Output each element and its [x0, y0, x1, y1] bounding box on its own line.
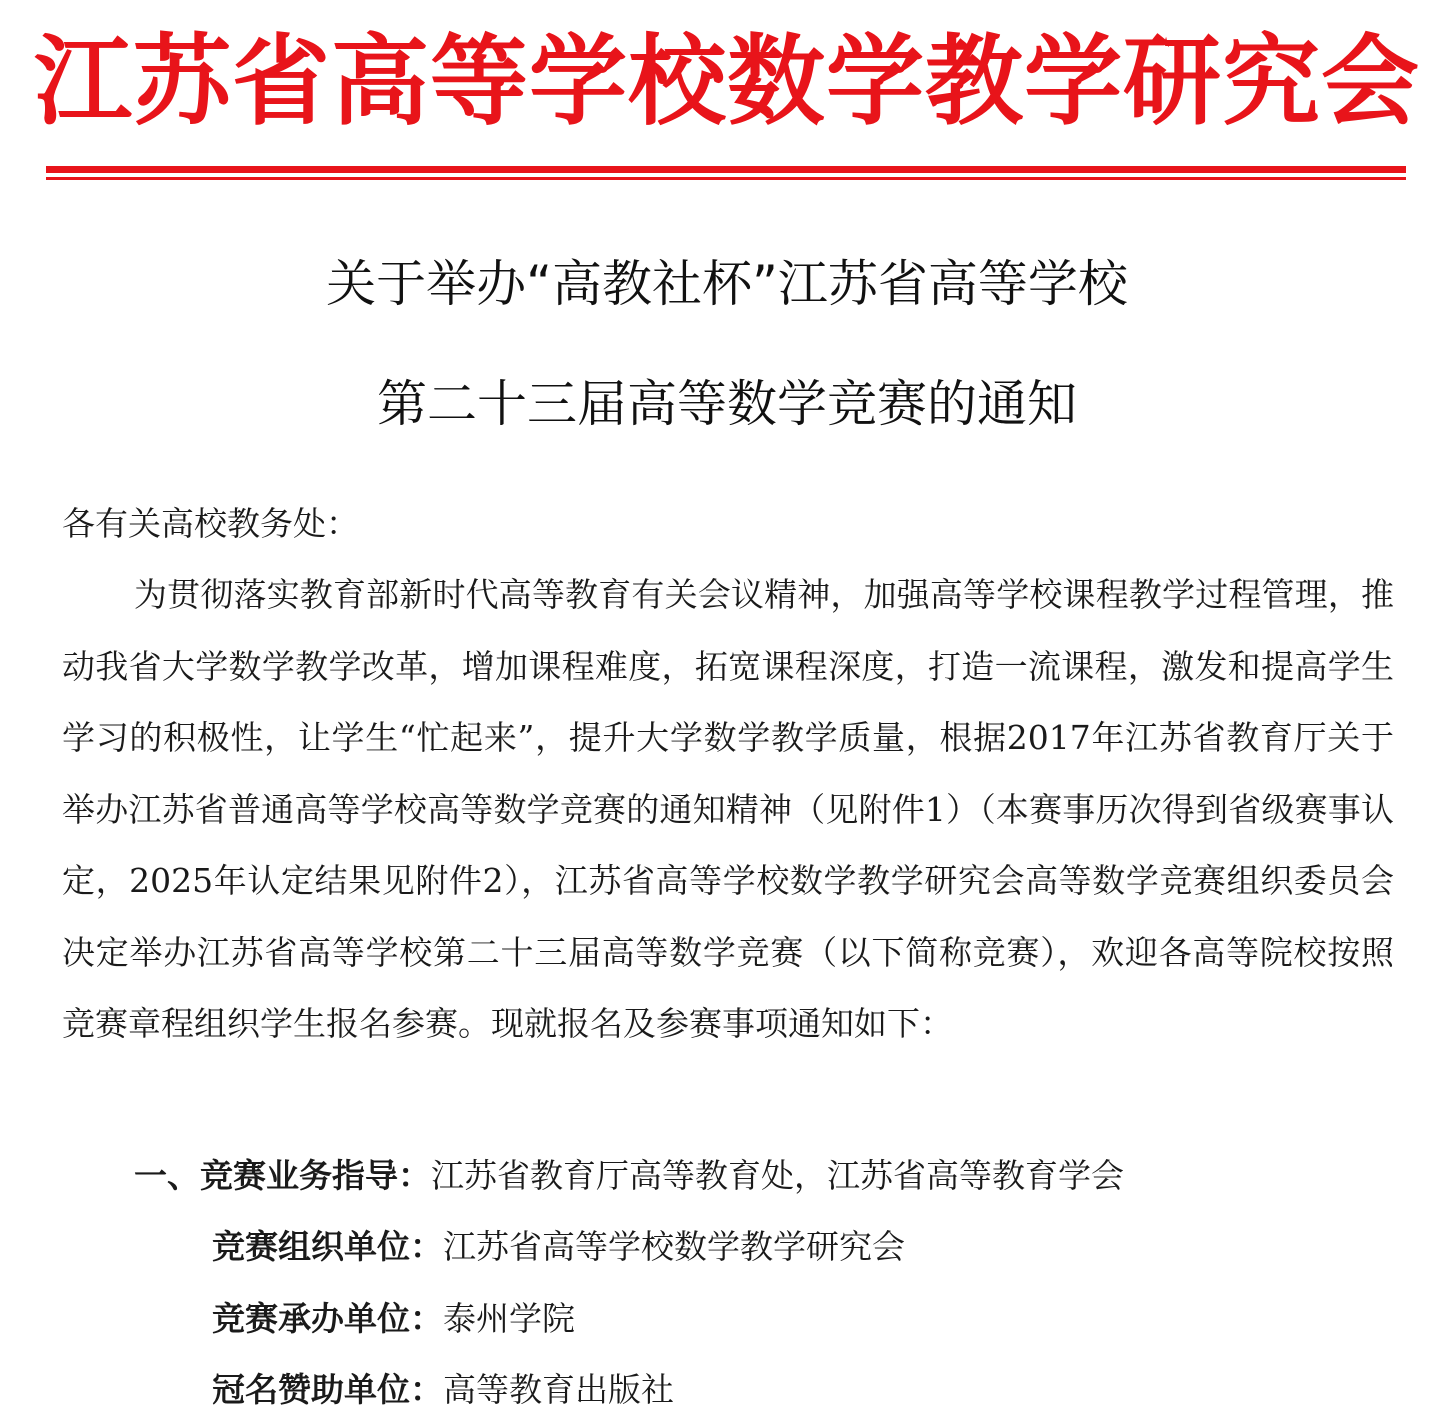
document-title-line-2: 第二十三届高等数学竞赛的通知 [377, 375, 1077, 433]
letterhead-red-rule-thick [46, 166, 1406, 173]
item-organizer-value: 江苏省高等学校数学教学研究会 [443, 1227, 905, 1266]
item-host-value: 泰州学院 [443, 1299, 575, 1338]
item-guidance-value: 江苏省教育厅高等教育处，江苏省高等教育学会 [431, 1156, 1124, 1195]
item-guidance-label: 一、竞赛业务指导： [134, 1156, 431, 1195]
item-sponsor-value: 高等教育出版社 [443, 1370, 674, 1409]
item-host [212, 1283, 575, 1355]
item-sponsor-label: 冠名赞助单位： [212, 1370, 443, 1409]
salutation: 各有关高校教务处： [62, 504, 359, 543]
item-sponsor [212, 1354, 674, 1426]
item-guidance [134, 1140, 1124, 1212]
item-organizer-label: 竞赛组织单位： [212, 1227, 443, 1266]
document-title-line-1: 关于举办“高教社杯”江苏省高等学校 [326, 255, 1128, 313]
letterhead-organization-name: 江苏省高等学校数学教学研究会 [33, 25, 1420, 139]
body-paragraph: 为贯彻落实教育部新时代高等教育有关会议精神，加强高等学校课程教学过程管理，推动我省大学数学教学改革，增加课程难度，拓宽课程深度，打造一流课程，激发和提高学生学习的积极性，让学生“忙起来”，提升大学数学教学质量，根据2017年江苏省教育厅关于举办江苏省普通高等学校高等数学竞赛的通知精神（见附件1）（本赛事历次得到省级赛事认定，2025年认定结果见附件2），江苏省高等学校数学教学研究会高等数学竞赛组织委员会决定举办江苏省高等学校第二十三届高等数学竞赛（以下简称竞赛），欢迎各高等院校按照竞赛章程组织学生报名参赛。现就报名及参赛事项通知如下： [62, 575, 1394, 1043]
letterhead-red-rule-thin [46, 177, 1406, 180]
item-host-label: 竞赛承办单位： [212, 1299, 443, 1338]
item-organizer [212, 1211, 905, 1283]
